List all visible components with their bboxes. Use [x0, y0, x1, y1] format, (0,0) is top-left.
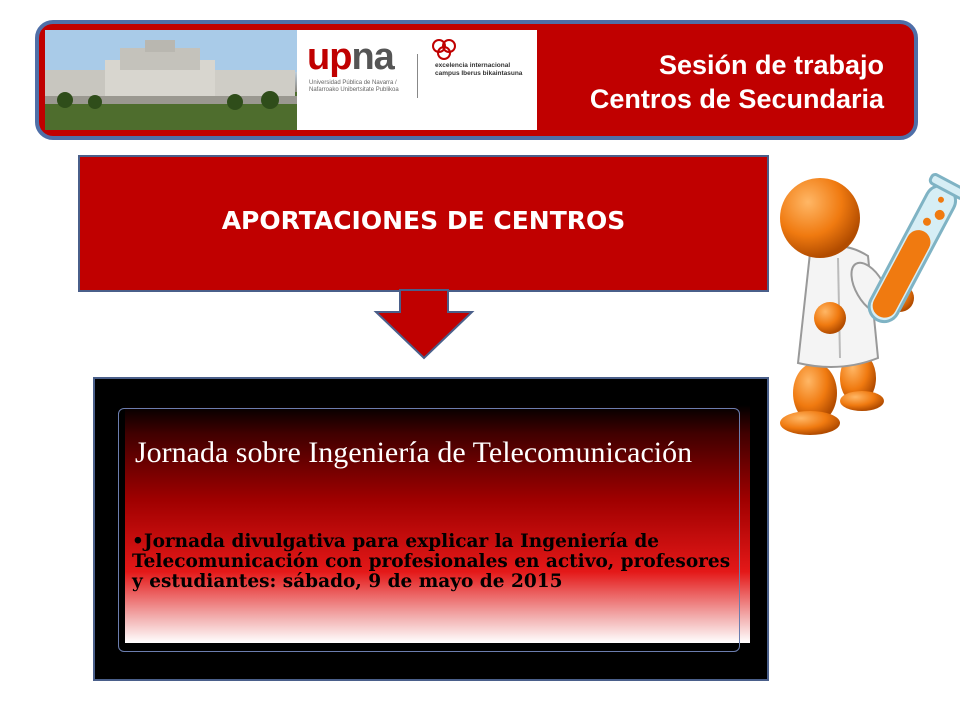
section-heading: APORTACIONES DE CENTROS: [221, 206, 626, 235]
down-arrow-icon: [372, 288, 476, 367]
jornada-bullet: •Jornada divulgativa para explicar la Ingeniería de Telecomunicación con profesionales en activo, profesores y estudiantes: sábado, 9 de mayo de 2015: [132, 531, 731, 592]
excellence-badge-icon: [431, 38, 459, 65]
aportaciones-box: [78, 155, 769, 292]
excellence-badge-text: excelencia internacional campus Iberus bikaintasuna: [435, 62, 523, 77]
header-banner: [35, 20, 918, 140]
upna-logo: upna: [307, 36, 394, 78]
jornada-title: Jornada sobre Ingeniería de Telecomunicación: [135, 436, 693, 469]
campus-photo: [45, 30, 297, 130]
upna-logo-subtext: Universidad Pública de Navarra / Nafarroako Unibertsitate Publikoa: [309, 80, 399, 93]
scientist-test-tube-figure: [770, 158, 960, 448]
header-title-line-1: Sesión de trabajo: [658, 50, 884, 80]
header-title-line-2: Centros de Secundaria: [589, 84, 884, 114]
logo-separator: [417, 54, 418, 98]
